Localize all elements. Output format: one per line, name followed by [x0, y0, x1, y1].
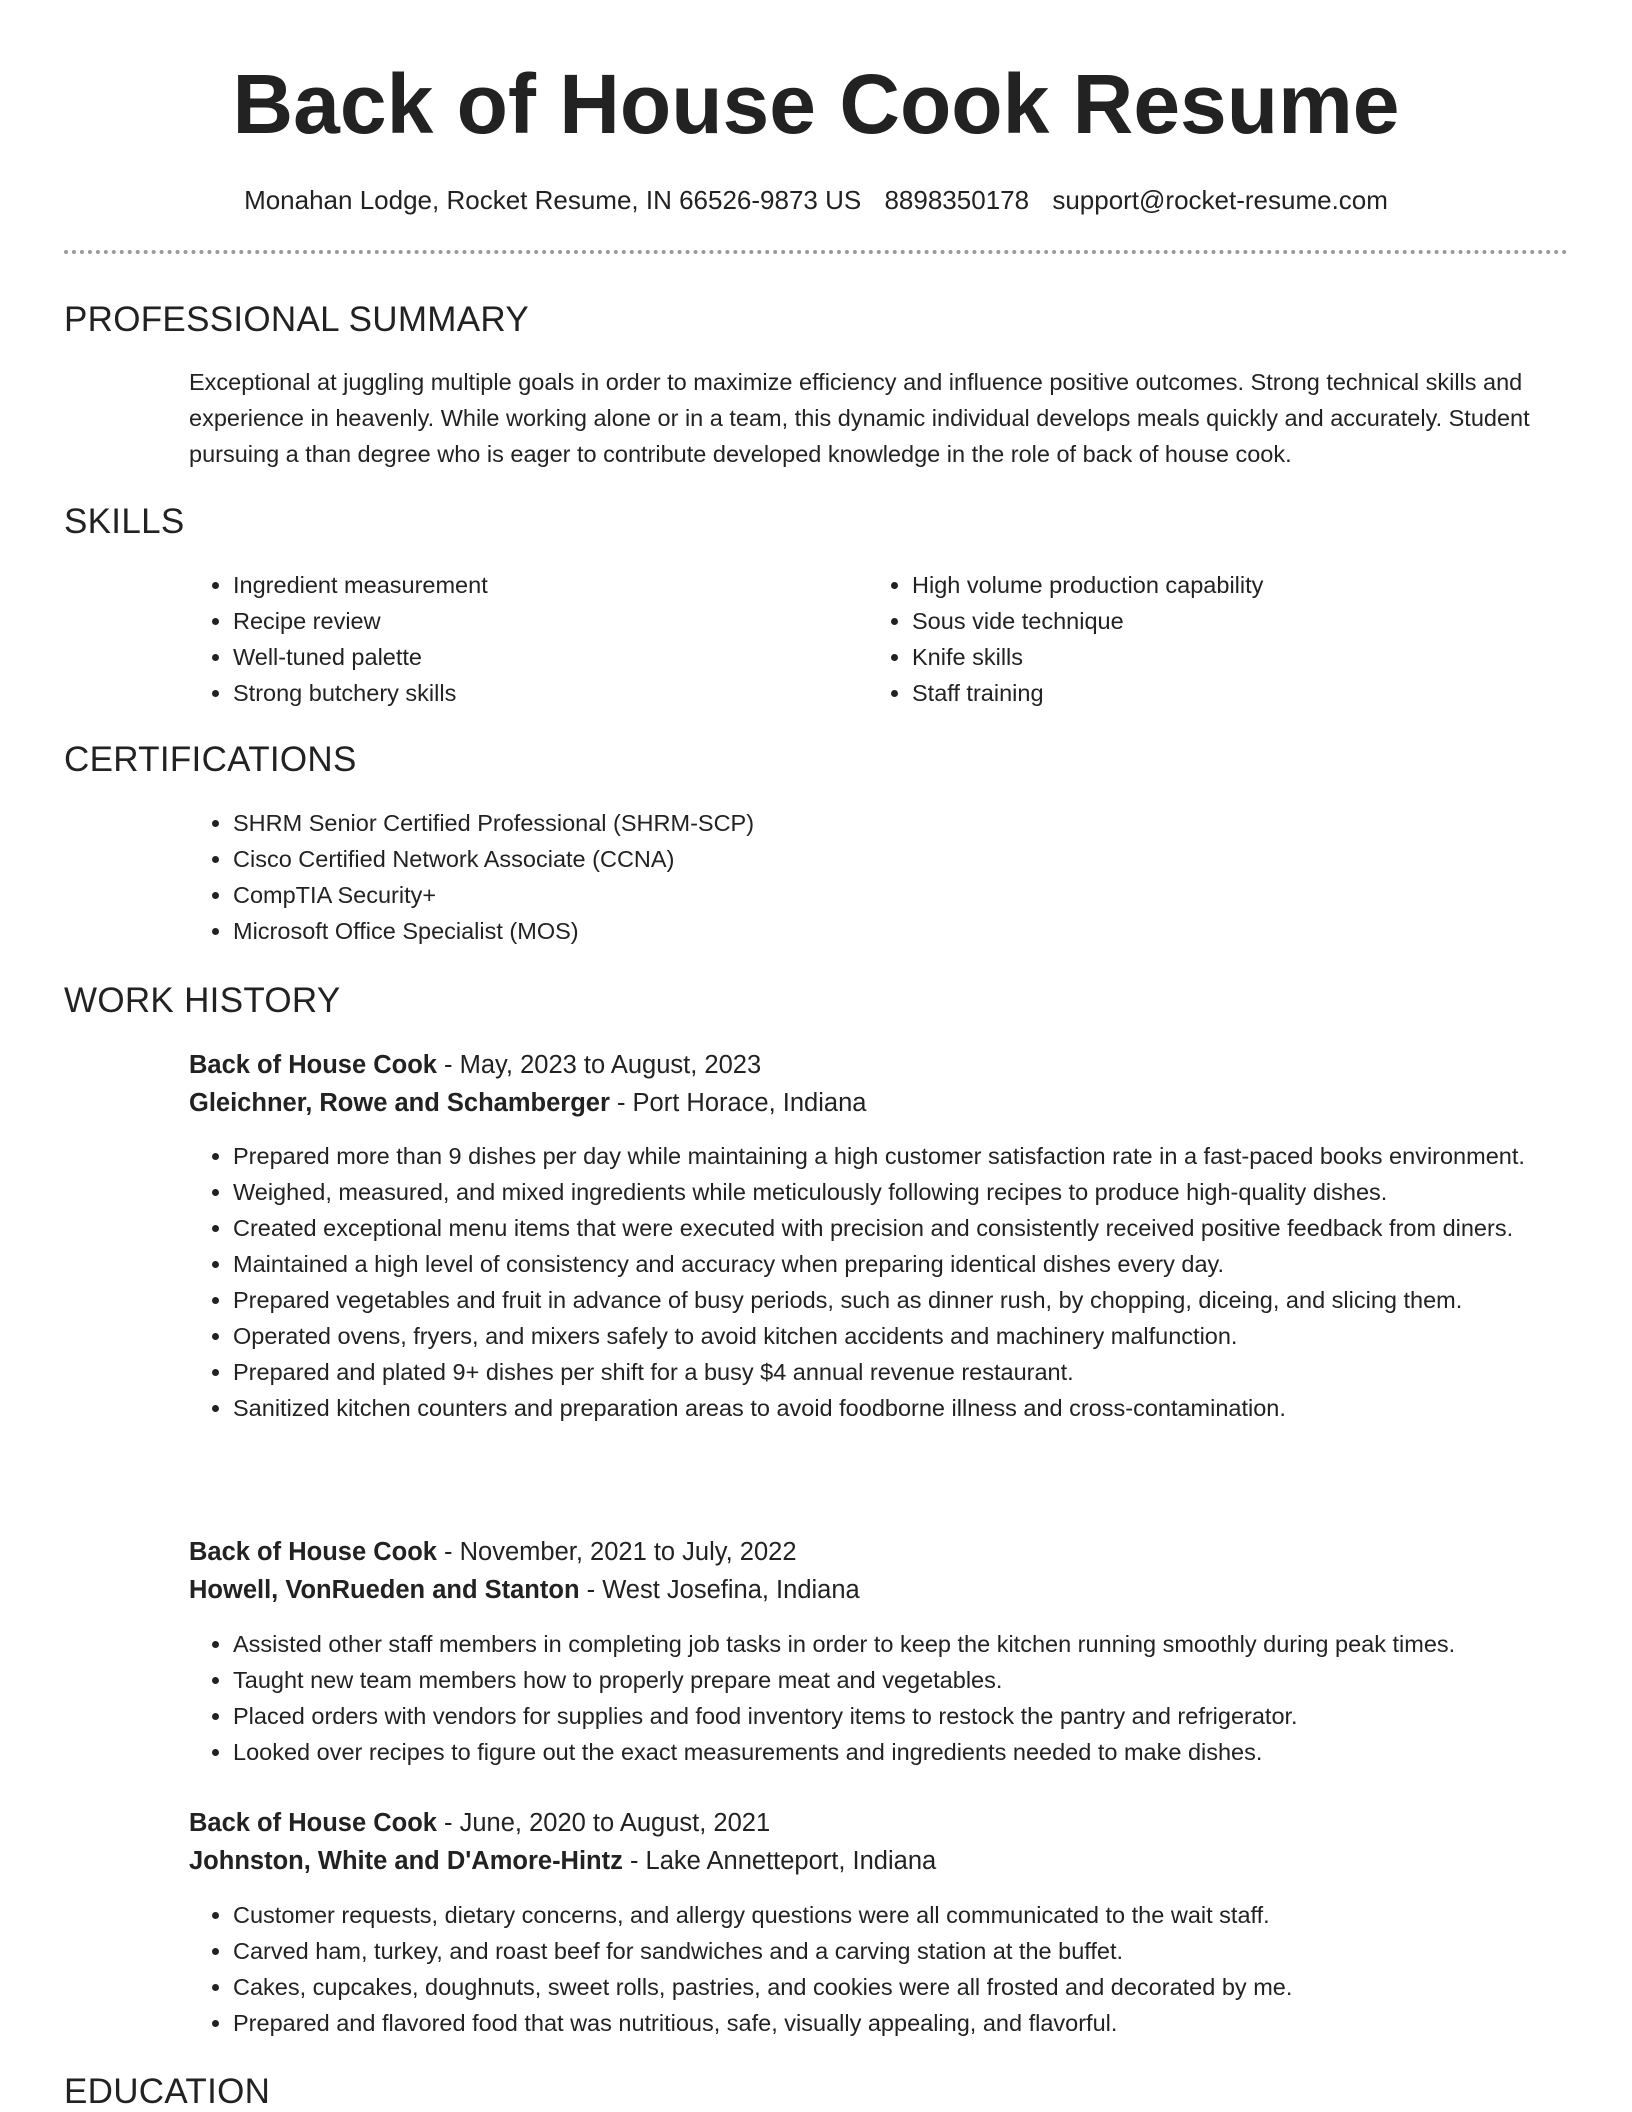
job-bullet: • Prepared vegetables and fruit in advance of busy periods, such as dinner rush, by chopping, diceing, and slicing them. — [233, 1282, 1613, 1318]
job-title-line — [189, 1046, 761, 1084]
skill-item: • Recipe review — [233, 603, 853, 639]
job-bullets — [189, 1897, 1613, 2041]
job-bullet: • Placed orders with vendors for supplies and food inventory items to restock the pantry and refrigerator. — [233, 1698, 1613, 1734]
job-location: - Lake Annetteport, Indiana — [622, 1847, 937, 1875]
skill-item: • Sous vide technique — [912, 603, 1552, 639]
job-title: Back of House Cook — [189, 1051, 437, 1079]
job-bullet: • Maintained a high level of consistency and accuracy when preparing identical dishes every day. — [233, 1246, 1613, 1282]
job-bullet: • Sanitized kitchen counters and preparation areas to avoid foodborne illness and cross-contamination. — [233, 1390, 1613, 1426]
job-location: - Port Horace, Indiana — [609, 1089, 867, 1117]
certification-item: • Microsoft Office Specialist (MOS) — [233, 913, 1533, 949]
job-title: Back of House Cook — [189, 1538, 437, 1566]
job-bullet: • Assisted other staff members in completing job tasks in order to keep the kitchen running smoothly during peak times. — [233, 1626, 1613, 1662]
job-bullet: • Prepared and plated 9+ dishes per shift for a busy $4 annual revenue restaurant. — [233, 1354, 1613, 1390]
work-history-heading: WORK HISTORY — [64, 981, 341, 1020]
job-company: Johnston, White and D'Amore-Hintz — [189, 1847, 623, 1875]
contact-line — [0, 182, 1632, 218]
job-title-line — [189, 1533, 797, 1571]
job-dates: - May, 2023 to August, 2023 — [436, 1051, 762, 1079]
summary-text: Exceptional at juggling multiple goals in order to maximize efficiency and influence positive outcomes. Strong technical skills and experience in heavenly. While working alone or in a team, this dynamic individual develops meals quickly and accurately. Student pursuing a than degree who is eager to contribute developed knowledge in the role of back of house cook. — [189, 369, 1530, 467]
certification-item: • Cisco Certified Network Associate (CCNA) — [233, 841, 1533, 877]
job-company-line — [189, 1084, 866, 1122]
job-bullet: • Looked over recipes to figure out the exact measurements and ingredients needed to make dishes. — [233, 1734, 1613, 1770]
job-bullet: • Weighed, measured, and mixed ingredients while meticulously following recipes to produce high-quality dishes. — [233, 1174, 1613, 1210]
certification-item: • CompTIA Security+ — [233, 877, 1533, 913]
job-company-line — [189, 1571, 860, 1609]
education-heading: EDUCATION — [64, 2072, 271, 2111]
skill-item: • Well-tuned palette — [233, 639, 853, 675]
certification-item: • SHRM Senior Certified Professional (SHRM-SCP) — [233, 805, 1533, 841]
job-bullet: • Taught new team members how to properly prepare meat and vegetables. — [233, 1662, 1613, 1698]
skills-heading: SKILLS — [64, 502, 185, 541]
skill-item: • High volume production capability — [912, 567, 1552, 603]
job-location: - West Josefina, Indiana — [579, 1576, 860, 1604]
certifications-heading: CERTIFICATIONS — [64, 740, 357, 779]
job-company: Howell, VonRueden and Stanton — [189, 1576, 580, 1604]
job-bullets — [189, 1138, 1613, 1426]
skill-item: • Staff training — [912, 675, 1552, 711]
job-title-line — [189, 1804, 770, 1842]
job-title: Back of House Cook — [189, 1809, 437, 1837]
contact-email: support@rocket-resume.com — [1052, 185, 1388, 215]
skills-list-left — [189, 567, 853, 711]
job-bullet: • Customer requests, dietary concerns, and allergy questions were all communicated to the wait staff. — [233, 1897, 1613, 1933]
job-bullet: • Operated ovens, fryers, and mixers safely to avoid kitchen accidents and machinery malfunction. — [233, 1318, 1613, 1354]
job-bullet: • Created exceptional menu items that were executed with precision and consistently received positive feedback from diners. — [233, 1210, 1613, 1246]
resume-title: Back of House Cook Resume — [232, 57, 1400, 151]
job-dates: - June, 2020 to August, 2021 — [436, 1809, 771, 1837]
skill-item: • Strong butchery skills — [233, 675, 853, 711]
job-bullet: • Cakes, cupcakes, doughnuts, sweet rolls, pastries, and cookies were all frosted and decorated by me. — [233, 1969, 1613, 2005]
job-bullets — [189, 1626, 1613, 1770]
header-divider — [64, 250, 1568, 254]
job-company: Gleichner, Rowe and Schamberger — [189, 1089, 610, 1117]
job-bullet: • Carved ham, turkey, and roast beef for sandwiches and a carving station at the buffet. — [233, 1933, 1613, 1969]
skills-list-right — [868, 567, 1552, 711]
contact-phone: 8898350178 — [884, 185, 1030, 215]
job-bullet: • Prepared and flavored food that was nutritious, safe, visually appealing, and flavorful. — [233, 2005, 1613, 2041]
job-bullet: • Prepared more than 9 dishes per day while maintaining a high customer satisfaction rate in a fast-paced books environment. — [233, 1138, 1613, 1174]
skill-item: • Knife skills — [912, 639, 1552, 675]
summary-heading: PROFESSIONAL SUMMARY — [64, 300, 529, 339]
skill-item: • Ingredient measurement — [233, 567, 853, 603]
job-company-line — [189, 1842, 936, 1880]
certifications-list — [189, 805, 1533, 949]
job-dates: - November, 2021 to July, 2022 — [436, 1538, 797, 1566]
contact-address: Monahan Lodge, Rocket Resume, IN 66526-9873 US — [244, 185, 862, 215]
